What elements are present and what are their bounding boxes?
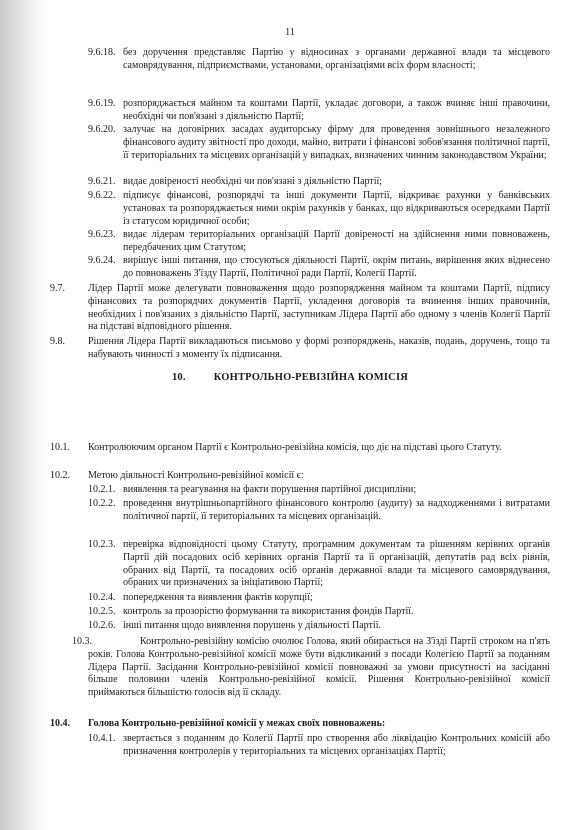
- paragraph-number: 10.1.: [50, 442, 70, 453]
- paragraph-number: 9.8.: [50, 336, 65, 347]
- paragraph-number: 10.3.: [72, 636, 92, 647]
- item-text: розпоряджається майном та коштами Партії, укладає договори, а також вчиняє інші правочини, необхідні чи пов'язані з діяльністю Партії;: [123, 98, 550, 122]
- item-number: 10.2.1.: [88, 484, 116, 495]
- section-number: 10.: [171, 372, 186, 383]
- item-number: 10.2.5.: [88, 606, 116, 617]
- item-text: підписує фінансові, розпорядчі та інші документи Партії, відкриває рахунки у банківських установах та розпоряджається ними окрім рахунків у банках, що відкриваються осередками Партії із статусом юридичної особи;: [123, 190, 550, 227]
- item-number: 10.4.1.: [88, 733, 116, 744]
- item-number: 9.6.19.: [88, 98, 116, 109]
- paragraph-number: 10.4.: [50, 718, 70, 729]
- item-number: 9.6.21.: [88, 176, 116, 187]
- paragraph-text: Метою діяльності Контрольно-ревізійної комісії є:: [88, 470, 304, 481]
- paragraph-text: Контрольно-ревізійну комісію очолює Голова, який обирається на З'їзді Партії строком на п'ять років. Голова Контрольно-ревізійної комісії може бути відкликаний з посади Колегією Партії за поданням Лідера Партії. Засідання Контрольно-ревізійної комісії повноважні за умови присутності на засіданні більше половини членів Контрольно-ревізійної комісії. Рішення Контрольно-ревізійної комісії приймаються більшістю голосів від її складу.: [88, 636, 550, 699]
- item-number: 10.2.3.: [88, 539, 116, 550]
- paragraph-text: Лідер Партії може делегувати повноваження щодо розпорядження майном та коштами Партії, підпису фінансових та розпорядчих документів Партії, укладення договорів та вчинення інших правочинів, необхідних і пов'язаних з діяльністю Партії, заступникам Лідера Партії або одному з членів Колегії Партії на підставі відповідного рішення.: [88, 283, 550, 333]
- item-number: 10.2.6.: [88, 620, 116, 631]
- item-number: 9.6.22.: [88, 190, 116, 201]
- item-text: вирішує інші питання, що стосуються діяльності Партії, окрім питань, вирішення яких віднесено до повноважень З'їзду Партії, Політичної ради Партії, Колегії Партії.: [123, 255, 550, 279]
- item-number: 9.6.24.: [88, 255, 116, 266]
- paragraph-text: Голова Контрольно-ревізійної комісії у межах своїх повноважень:: [88, 718, 386, 729]
- section-heading: [0, 372, 580, 383]
- scan-binding-shadow: [0, 0, 46, 830]
- item-text: попередження та виявлення фактів корупції;: [123, 592, 313, 603]
- item-text: залучає на договірних засадах аудиторську фірму для проведення зовнішнього незалежного фінансового аудиту звітності про доходи, майно, витрати і фінансові зобов'язання політичної партії, її територіальних та місцевих організацій у випадках, визначених чинним законодавством України;: [123, 124, 550, 161]
- item-number: 9.6.20.: [88, 124, 116, 135]
- item-text: виявлення та реагування на факти порушення партійної дисципліни;: [123, 484, 417, 495]
- item-text: контроль за прозорістю формування та використання фондів Партії.: [123, 606, 414, 617]
- section-title: КОНТРОЛЬНО-РЕВІЗІЙНА КОМІСІЯ: [213, 372, 409, 383]
- item-text: без доручення представляє Партію у відносинах з органами державної влади та місцевого самоврядування, підприємствами, установами, організаціями всіх форм власності;: [123, 47, 550, 71]
- item-text: видає довіреності необхідні чи пов'язані з діяльністю Партії;: [123, 176, 383, 187]
- paragraph-number: 10.2.: [50, 470, 70, 481]
- page-number: 11: [285, 27, 295, 38]
- paragraph-number: 9.7.: [50, 283, 65, 294]
- item-text: звертається з поданням до Колегії Партії про створення або ліквідацію Контрольних комісій або призначення контролерів у територіальних та місцевих організаціях Партії;: [123, 733, 550, 757]
- item-text: перевірка відповідності цьому Статуту, програмним документам та рішенням керівних органів Партії дій посадових осіб керівних органів Партії та її організацій, депутатів рад всіх рівнів, обраних від Партії, та посадових осіб органів державної влади та місцевого самоврядування, обраних чи призначених за ініціативою Партії;: [123, 539, 550, 589]
- paragraph-text: Контролюючим органом Партії є Контрольно-ревізійна комісія, що діє на підставі цього Статуту.: [88, 442, 502, 453]
- item-number: 9.6.18.: [88, 47, 116, 58]
- item-number: 10.2.4.: [88, 592, 116, 603]
- item-number: 10.2.2.: [88, 498, 116, 509]
- item-text: видає лідерам територіальних організацій Партії довіреності на здійснення ними повноважень, передбачених цим Статутом;: [123, 229, 550, 253]
- item-text: проведення внутрішньопартійного фінансового контролю (аудиту) за надходженнями і витратами політичної партії, її територіальних та місцевих організацій.: [123, 498, 550, 522]
- item-number: 9.6.23.: [88, 229, 116, 240]
- item-text: інші питання щодо виявлення порушень у діяльності Партії.: [123, 620, 381, 631]
- paragraph-text: Рішення Лідера Партії викладаються письмово у формі розпоряджень, наказів, подань, доручень, тощо та набувають чинності з моменту їх підписання.: [88, 336, 550, 360]
